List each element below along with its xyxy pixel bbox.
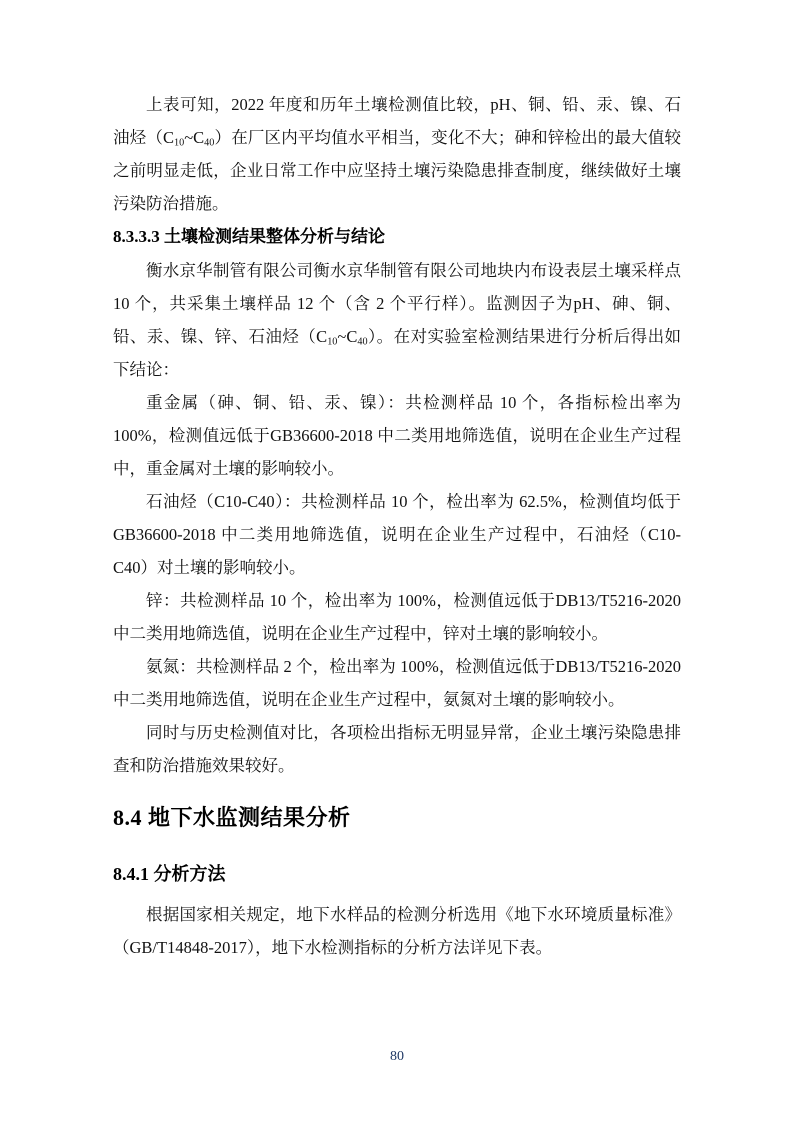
paragraph-zinc: 锌：共检测样品 10 个，检出率为 100%，检测值远低于DB13/T5216-2020 中二类用地筛选值，说明在企业生产过程中，锌对土壤的影响较小。 bbox=[113, 591, 681, 643]
page-number: 80 bbox=[390, 1049, 404, 1064]
document-body bbox=[113, 88, 681, 964]
paragraph-sampling-overview: 衡水京华制管有限公司衡水京华制管有限公司地块内布设表层土壤采样点 10 个，共采集土壤样品 12 个（含 2 个平行样）。监测因子为pH、砷、铜、铅、汞、镍、锌、石油烃$(C_{10}\sim C_{40})$。在对实验室检测结果进行分析后得出如下结论： bbox=[113, 261, 682, 379]
paragraph-history-comparison: 同时与历史检测值对比，各项检出指标无明显异常，企业土壤污染隐患排查和防治措施效果较好。 bbox=[113, 723, 681, 775]
paragraph-petroleum-hydrocarbons: 石油烃（C10-C40）：共检测样品 10 个，检出率为 62.5%，检测值均低于GB36600-2018 中二类用地筛选值，说明在企业生产过程中，石油烃（C10-C40）对土壤的影响较小。 bbox=[113, 492, 681, 577]
paragraph-heavy-metals: 重金属（砷、铜、铅、汞、镍）：共检测样品 10 个，各指标检出率为 100%，检测值远低于GB36600-2018 中二类用地筛选值，说明在企业生产过程中，重金属对土壤的影响较小。 bbox=[113, 393, 681, 478]
paragraph-ammonia-nitrogen: 氨氮：共检测样品 2 个，检出率为 100%，检测值远低于DB13/T5216-2020 中二类用地筛选值，说明在企业生产过程中，氨氮对土壤的影响较小。 bbox=[113, 657, 681, 709]
paragraph-soil-comparison: 上表可知，2022 年度和历年土壤检测值比较，pH、铜、铅、汞、镍、石油烃$(C_{10}\sim C_{40})$在厂区内平均值水平相当，变化不大；砷和锌检出的最大值较之前明显走低，企业日常工作中应坚持土壤污染隐患排查制度，继续做好土壤污染防治措施。 bbox=[113, 95, 681, 213]
heading-8-3-3-3: 8.3.3.3 土壤检测结果整体分析与结论 bbox=[113, 227, 385, 246]
paragraph-groundwater-method: 根据国家相关规定，地下水样品的检测分析选用《地下水环境质量标准》（GB/T14848-2017），地下水检测指标的分析方法详见下表。 bbox=[113, 905, 681, 957]
heading-8-4: 8.4 地下水监测结果分析 bbox=[113, 805, 351, 830]
heading-8-4-1: 8.4.1 分析方法 bbox=[113, 864, 226, 884]
